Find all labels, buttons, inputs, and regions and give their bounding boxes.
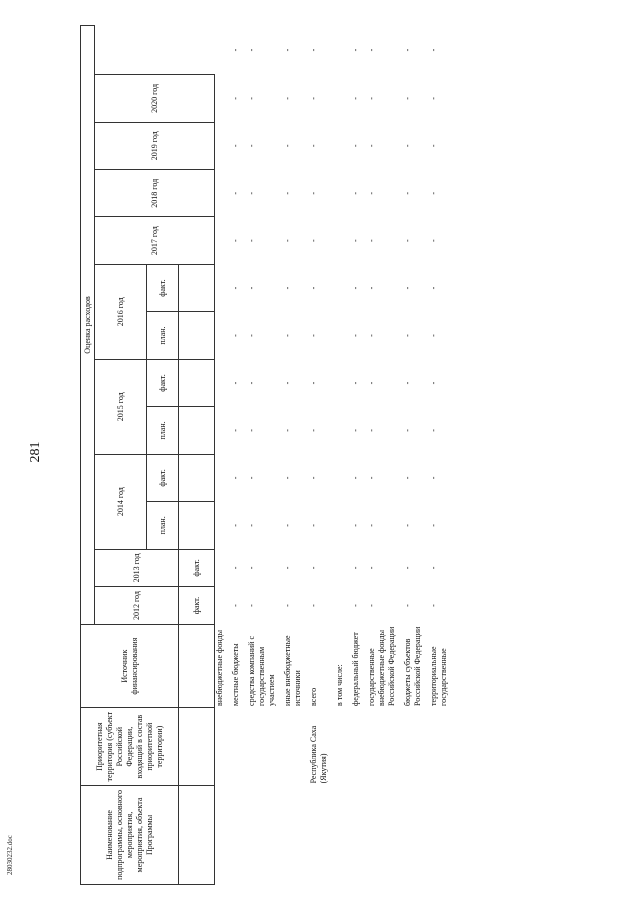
cell-value: - [351, 381, 360, 385]
cell-value: - [309, 604, 318, 607]
cell-value: - [231, 381, 240, 385]
cell-value: - [231, 476, 240, 480]
cell-value: - [351, 566, 360, 570]
cell-source: всего [309, 687, 318, 706]
cell-value: - [283, 191, 292, 195]
cell-value: - [429, 476, 438, 480]
cell-value: - [403, 524, 412, 527]
header-year-2012: 2012 год [95, 587, 179, 625]
cell-value [215, 122, 226, 169]
header-2014-fact-b [179, 454, 215, 501]
cell-value: - [367, 144, 376, 148]
cell-name [283, 785, 303, 884]
header-2013-fact: факт. [179, 549, 215, 587]
cell-value: - [351, 48, 360, 52]
rotated-table-container [80, 25, 640, 885]
cell-value: - [231, 429, 240, 432]
cell-value [215, 217, 226, 264]
cell-value: - [309, 381, 318, 385]
cell-value: - [231, 239, 240, 242]
cell-territory [335, 708, 345, 785]
cell-value: - [367, 286, 376, 290]
cell-value: - [367, 97, 376, 100]
row-spacer [449, 26, 455, 885]
header-2015-plan: план. [147, 407, 179, 454]
cell-value: - [367, 239, 376, 242]
expenditure-table [80, 25, 455, 885]
cell-value: - [247, 286, 256, 290]
cell-value: - [231, 48, 240, 52]
cell-value [215, 407, 226, 454]
cell-value: - [403, 286, 412, 290]
header-source: Источник финансирования [81, 624, 179, 708]
cell-value: - [231, 191, 240, 195]
header-2014-plan: план. [147, 502, 179, 549]
cell-value: - [283, 524, 292, 527]
cell-value: - [403, 604, 412, 607]
cell-value: - [283, 286, 292, 290]
cell-value: - [429, 191, 438, 195]
cell-value: - [403, 566, 412, 570]
header-year-2020: 2020 год [95, 75, 215, 122]
cell-name [429, 785, 449, 884]
cell-territory [215, 708, 226, 785]
cell-source: иные внебюджетные источники [283, 635, 302, 706]
cell-value: - [283, 566, 292, 570]
cell-name [351, 785, 361, 884]
cell-territory [351, 708, 361, 785]
cell-value: - [367, 476, 376, 480]
header-2014-plan-b [179, 502, 215, 549]
cell-name [403, 785, 423, 884]
cell-value [335, 502, 345, 549]
cell-value: - [231, 334, 240, 337]
cell-value: - [231, 566, 240, 570]
cell-value [335, 170, 345, 217]
cell-value: - [351, 334, 360, 337]
cell-value: - [283, 97, 292, 100]
cell-territory [231, 708, 241, 785]
cell-value [335, 75, 345, 122]
cell-value: - [247, 476, 256, 480]
header-2014-fact: факт. [147, 454, 179, 501]
cell-source: бюджеты субъектов Российской Федерации [403, 626, 422, 706]
cell-value: - [351, 286, 360, 290]
cell-value: - [247, 604, 256, 607]
cell-value [335, 587, 345, 625]
cell-value: - [309, 144, 318, 148]
cell-value [215, 75, 226, 122]
cell-value [335, 122, 345, 169]
cell-value: - [351, 476, 360, 480]
cell-value: - [403, 429, 412, 432]
table-row [283, 26, 303, 885]
cell-value: - [247, 239, 256, 242]
cell-value [215, 170, 226, 217]
cell-value: - [247, 566, 256, 570]
header-year-2014: 2014 год [95, 454, 147, 549]
cell-value: - [309, 566, 318, 570]
cell-value: - [283, 381, 292, 385]
cell-value: - [247, 429, 256, 432]
table-row [309, 26, 329, 885]
cell-value: - [309, 286, 318, 290]
cell-value: - [247, 381, 256, 385]
cell-source: территориальные государственные [429, 646, 448, 706]
cell-name [367, 785, 397, 884]
header-2016-plan-b [179, 312, 215, 359]
cell-source: внебюджетные фонды [215, 630, 224, 706]
document-id: 28030232.doc [6, 835, 14, 875]
header-2016-plan: план. [147, 312, 179, 359]
cell-value: - [403, 144, 412, 148]
cell-source: местные бюджеты [231, 643, 240, 706]
cell-value: - [231, 97, 240, 100]
cell-value: - [351, 97, 360, 100]
cell-value [335, 454, 345, 501]
table-row [215, 26, 226, 885]
cell-value: - [351, 144, 360, 148]
header-year-2018: 2018 год [95, 170, 215, 217]
cell-value: - [283, 334, 292, 337]
cell-value: - [429, 239, 438, 242]
cell-value [215, 549, 226, 587]
cell-value: - [367, 48, 376, 52]
table-row [231, 26, 241, 885]
cell-value: - [231, 286, 240, 290]
cell-value: - [351, 429, 360, 432]
table-row [351, 26, 361, 885]
cell-value: - [429, 334, 438, 337]
cell-name [215, 785, 226, 884]
cell-value: - [429, 97, 438, 100]
header-2016-fact: факт. [147, 264, 179, 311]
cell-name [231, 785, 241, 884]
cell-value: - [403, 476, 412, 480]
cell-value: - [403, 381, 412, 385]
cell-value [215, 502, 226, 549]
cell-value: - [247, 144, 256, 148]
table-row [367, 26, 397, 885]
cell-value [335, 549, 345, 587]
cell-value [215, 26, 226, 75]
cell-value: - [283, 429, 292, 432]
cell-value: - [351, 239, 360, 242]
cell-value: - [351, 604, 360, 607]
cell-value: - [283, 476, 292, 480]
header-2015-plan-b [179, 407, 215, 454]
cell-name [335, 785, 345, 884]
cell-territory [247, 708, 277, 785]
cell-value: - [367, 429, 376, 432]
cell-value: - [367, 604, 376, 607]
header-2015-fact-b [179, 359, 215, 406]
cell-value: - [429, 144, 438, 148]
header-2012-fact: факт. [179, 587, 215, 625]
cell-value: - [309, 191, 318, 195]
cell-value [335, 312, 345, 359]
cell-value: - [309, 429, 318, 432]
table-row [335, 26, 345, 885]
cell-value: - [309, 97, 318, 100]
header-territory: Приоритетная территория (субъект Российской Федерации, входящий в состав приоритетной территории) [81, 708, 179, 785]
cell-value: - [429, 381, 438, 385]
cell-value: - [367, 566, 376, 570]
cell-value: - [247, 334, 256, 337]
cell-value [335, 217, 345, 264]
cell-value: - [429, 604, 438, 607]
cell-value: - [309, 334, 318, 337]
cell-value: - [429, 524, 438, 527]
table-row [403, 26, 423, 885]
header-name: Наименование подпрограммы, основного мероприятия, мероприятия, объекта Программы [81, 785, 179, 884]
cell-value: - [351, 191, 360, 195]
cell-value: - [247, 524, 256, 527]
header-2016-fact-b [179, 264, 215, 311]
cell-value: - [231, 144, 240, 148]
cell-value: - [283, 144, 292, 148]
cell-value: - [429, 429, 438, 432]
cell-source: в том числе: [335, 664, 344, 706]
cell-value: - [367, 524, 376, 527]
cell-value [215, 587, 226, 625]
cell-territory: Республика Саха (Якутия) [309, 725, 328, 784]
cell-value: - [247, 191, 256, 195]
cell-value: - [403, 48, 412, 52]
cell-value: - [429, 286, 438, 290]
header-year-2016: 2016 год [95, 264, 147, 359]
cell-value: - [283, 48, 292, 52]
cell-value: - [429, 566, 438, 570]
cell-territory [367, 708, 397, 785]
cell-value: - [309, 524, 318, 527]
header-year-2015: 2015 год [95, 359, 147, 454]
cell-value [335, 26, 345, 75]
cell-value [215, 454, 226, 501]
cell-value: - [231, 604, 240, 607]
header-2015-fact: факт. [147, 359, 179, 406]
table-body [215, 26, 456, 885]
cell-source: федеральный бюджет [351, 632, 360, 706]
cell-value [215, 264, 226, 311]
header-year-2019: 2019 год [95, 122, 215, 169]
cell-territory [403, 708, 423, 785]
cell-value [215, 312, 226, 359]
cell-name [247, 785, 277, 884]
cell-value: - [309, 48, 318, 52]
cell-source: государственные внебюджетные фонды Российской Федерации [367, 626, 396, 706]
row-spacer-cell [449, 26, 455, 885]
cell-value: - [429, 48, 438, 52]
cell-value: - [367, 191, 376, 195]
cell-source: средства компаний с государственным участием [247, 635, 276, 706]
cell-value: - [283, 604, 292, 607]
header-year-2017: 2017 год [95, 217, 215, 264]
cell-value: - [247, 48, 256, 52]
cell-value [335, 359, 345, 406]
page-number: 281 [28, 441, 43, 463]
cell-value: - [367, 334, 376, 337]
header-spacer-source [179, 624, 215, 708]
header-group-title: Оценка расходов [81, 26, 95, 625]
cell-value [335, 264, 345, 311]
cell-value: - [309, 476, 318, 480]
cell-value [215, 359, 226, 406]
cell-value: - [403, 97, 412, 100]
cell-value: - [403, 239, 412, 242]
header-year-2013: 2013 год [95, 549, 179, 587]
table-row [247, 26, 277, 885]
header-spacer-name [179, 785, 215, 884]
cell-value: - [231, 524, 240, 527]
cell-value: - [351, 524, 360, 527]
cell-name [309, 785, 329, 884]
cell-territory [429, 708, 449, 785]
header-spacer-territory [179, 708, 215, 785]
cell-value: - [403, 334, 412, 337]
cell-value: - [283, 239, 292, 242]
cell-territory [283, 708, 303, 785]
cell-value: - [247, 97, 256, 100]
table-row [429, 26, 449, 885]
cell-value: - [403, 191, 412, 195]
cell-value [335, 407, 345, 454]
cell-value: - [309, 239, 318, 242]
cell-value: - [367, 381, 376, 385]
